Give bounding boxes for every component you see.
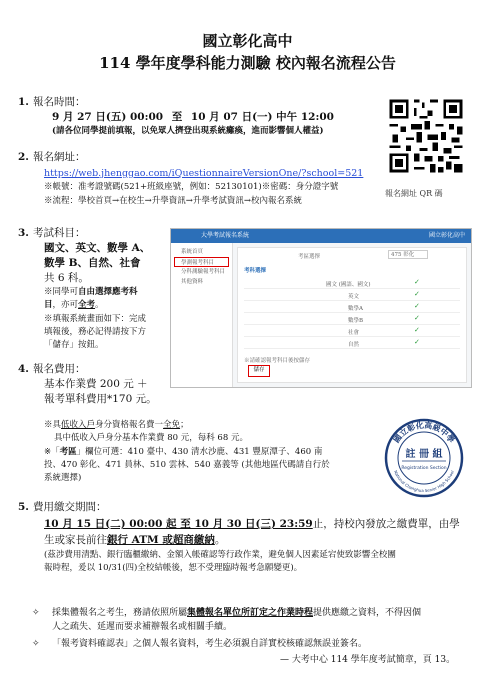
school-name: 國立彰化高中 xyxy=(202,32,293,50)
stamp-top-text: 國立彰化高級中學 xyxy=(391,419,457,445)
footer-item-1-line2: 人之疏失、延遲而要求補辦報名或相關手續。 xyxy=(52,622,233,632)
subject-name: 數學B xyxy=(348,318,364,324)
s2-path-note: ※流程：學校首頁→在校生→升學資訊→升學考試資訊→校內報名系統 xyxy=(44,196,302,206)
footer-bullet-2-icon: ✧ xyxy=(32,639,40,649)
s3-note1-c: 目 xyxy=(44,300,53,310)
f1b: 集體報名單位所訂定之作業時程 xyxy=(187,608,314,618)
check-icon: ✓ xyxy=(414,314,420,322)
s2-number: 2. xyxy=(18,151,29,163)
registration-system-screenshot xyxy=(170,228,472,388)
low-e: ； xyxy=(180,420,189,430)
s5-range: 10 月 15 日(二) 00:00 起 至 10 月 30 日(三) 23:59 xyxy=(44,518,313,530)
s3-note1-e: 全考 xyxy=(78,300,96,310)
sidebar-item-other[interactable]: 其他資料 xyxy=(181,279,204,285)
stamp-en2-text: National Changhua Senior High School xyxy=(393,469,455,494)
s5-label: 費用繳交期間： xyxy=(33,501,107,513)
area-a: ※「 xyxy=(44,447,60,457)
subject-row[interactable] xyxy=(244,302,460,313)
check-icon: ✓ xyxy=(414,278,420,286)
exam-area-label: 考區選擇 xyxy=(298,254,321,260)
s4-label: 報名費用： xyxy=(33,363,86,375)
s3-note1-line2 xyxy=(44,299,104,312)
footer-item-1-line1 xyxy=(52,607,421,620)
s5-number: 5. xyxy=(18,501,29,513)
area-c: 」欄位可選：410 臺中、430 清水沙鹿、431 豐原潭子、460 南 xyxy=(76,447,323,457)
system-title: 大學考試報名系統 xyxy=(201,232,250,239)
s3-note1-b: 自由選擇應考科 xyxy=(78,287,138,297)
s4-mid-income: 具中低收入戶身分基本作業費 80 元，每科 68 元。 xyxy=(54,433,248,443)
subject-section-title: 考科選擇 xyxy=(244,268,267,274)
s5-note1: (茲涉費用清點、銀行臨櫃繳納、金額入帳確認等行政作業，避免個人因素延宕使致影響全校團 xyxy=(44,550,396,560)
s5-line2 xyxy=(44,533,225,548)
s1-time-to: 至 xyxy=(171,111,183,123)
s3-note2-line3: 「儲存」按鈕。 xyxy=(44,340,104,350)
s3-note1-f: 。 xyxy=(95,300,104,310)
s5-line2a: 生或家長前往 xyxy=(44,534,107,546)
s4-line2: 報考單科費用*170 元。 xyxy=(44,393,157,405)
area-b: 考區 xyxy=(59,447,77,457)
s1-time xyxy=(52,110,334,125)
s4-area-line1 xyxy=(44,446,322,459)
qr-code-icon xyxy=(387,97,465,175)
low-c: 身分資格報名費一 xyxy=(95,420,164,430)
s3-note2-line2: 填報後，務必記得請按下方 xyxy=(44,327,147,337)
sidebar-item-gsat-subjects[interactable]: 學測報考科目 xyxy=(174,257,229,267)
s3-number: 3. xyxy=(18,227,29,239)
s2-label: 報名網址： xyxy=(33,151,86,163)
exam-area-select[interactable]: 475 彰化 xyxy=(388,250,428,259)
s4-number: 4. xyxy=(18,363,29,375)
subject-name: 英文 xyxy=(348,294,360,300)
subject-row[interactable] xyxy=(244,314,460,325)
bottom-note: ※請確認報考科目後按儲存 xyxy=(244,358,311,364)
s5-after: 止，持校內發放之繳費單，由學 xyxy=(312,518,460,530)
registration-url-link[interactable]: https://web.jhenggao.com/iQuestionnaireVersionOne/?school=521 xyxy=(44,168,364,179)
s3-note1-line1 xyxy=(44,286,138,299)
system-user: 國立彰化高中 xyxy=(428,232,465,239)
subject-name: 國文 (國語、國文) xyxy=(326,282,371,288)
s3-note1-d: ，亦可 xyxy=(52,300,79,310)
qr-caption: 報名網址 QR 碼 xyxy=(385,189,443,198)
check-icon: ✓ xyxy=(414,338,420,346)
system-main-panel xyxy=(237,247,467,383)
subject-row[interactable] xyxy=(244,278,460,289)
low-b: 低收入戶 xyxy=(61,420,96,430)
f1c: 提供應繳之資料，不得因個 xyxy=(313,608,422,618)
s4-area-line3: 系統選擇) xyxy=(44,473,82,483)
s1-label: 報名時間： xyxy=(33,96,86,108)
page-title: 114 學年度學科能力測驗 校內報名流程公告 xyxy=(99,54,396,72)
footer-source: — 大考中心 114 學年度考試簡章，頁 13。 xyxy=(280,655,456,665)
s3-label: 考試科目： xyxy=(33,227,86,239)
low-a: ※具 xyxy=(44,420,62,430)
s1-number: 1. xyxy=(18,96,29,108)
check-icon: ✓ xyxy=(414,326,420,334)
s3-note2-line1: ※填報系統畫面如下：完成 xyxy=(44,314,147,324)
subject-row[interactable] xyxy=(244,326,460,337)
registration-stamp-icon xyxy=(384,418,464,498)
s5-line2b: 銀行 ATM 或超商繳納 xyxy=(107,534,215,546)
s3-count: 共 6 科。 xyxy=(44,272,89,284)
save-button[interactable]: 儲存 xyxy=(248,365,270,377)
system-sidebar xyxy=(171,243,233,387)
s1-time-end: 10 月 07 日(一) 中午 12:00 xyxy=(190,111,334,123)
stamp-center-text: 註 冊 組 xyxy=(405,449,443,460)
stamp-en1-text: Registration Section xyxy=(401,466,447,471)
subject-name: 社會 xyxy=(348,330,360,336)
s3-subjects-line1: 國文、英文、數學 A、 xyxy=(44,242,151,254)
subject-name: 自然 xyxy=(348,342,360,348)
s1-note: (請各位同學提前填報，以免眾人擠登出現系統癱瘓，進而影響個人權益) xyxy=(52,126,324,136)
system-topbar xyxy=(171,229,471,243)
subject-row[interactable] xyxy=(244,290,460,301)
low-d: 全免 xyxy=(163,420,181,430)
s5-note2: 報時程，爰以 10/31(四)全校結帳後，恕不受理臨時報考急願變更)。 xyxy=(44,563,303,573)
s1-time-start: 9 月 27 日(五) 00:00 xyxy=(52,111,164,123)
sidebar-item-ast-subjects[interactable]: 分科測驗報考科目 xyxy=(181,269,226,275)
s5-range-line xyxy=(44,517,460,532)
s2-account-note: ※帳號：准考證號碼(521+班級座號，例如：52130101)※密碼：身分證字號 xyxy=(44,182,339,192)
s4-area-line2: 投、470 彰化、471 員林、510 雲林、540 嘉義等 (其他地區代碼請自行於 xyxy=(44,460,330,470)
footer-bullet-1-icon: ✧ xyxy=(32,608,40,618)
subject-name: 數學A xyxy=(348,306,363,312)
s3-subjects-line2: 數學 B、自然、社會 xyxy=(44,257,141,269)
s4-low-income xyxy=(44,419,189,432)
f1a: 採集體報名之考生，務請依照所屬 xyxy=(52,608,188,618)
s3-note1-a: ※同學可 xyxy=(44,287,79,297)
s5-line2c: 。 xyxy=(214,534,226,546)
sidebar-item-home[interactable]: 系統首頁 xyxy=(181,249,204,255)
s4-line1: 基本作業費 200 元 ＋ xyxy=(44,378,148,390)
check-icon: ✓ xyxy=(414,290,420,298)
footer-item-2: 「報考資料確認表」之個人報名資料，考生必須親自詳實校核確認無誤並簽名。 xyxy=(52,639,368,649)
subject-row[interactable] xyxy=(244,338,460,349)
check-icon: ✓ xyxy=(414,302,420,310)
